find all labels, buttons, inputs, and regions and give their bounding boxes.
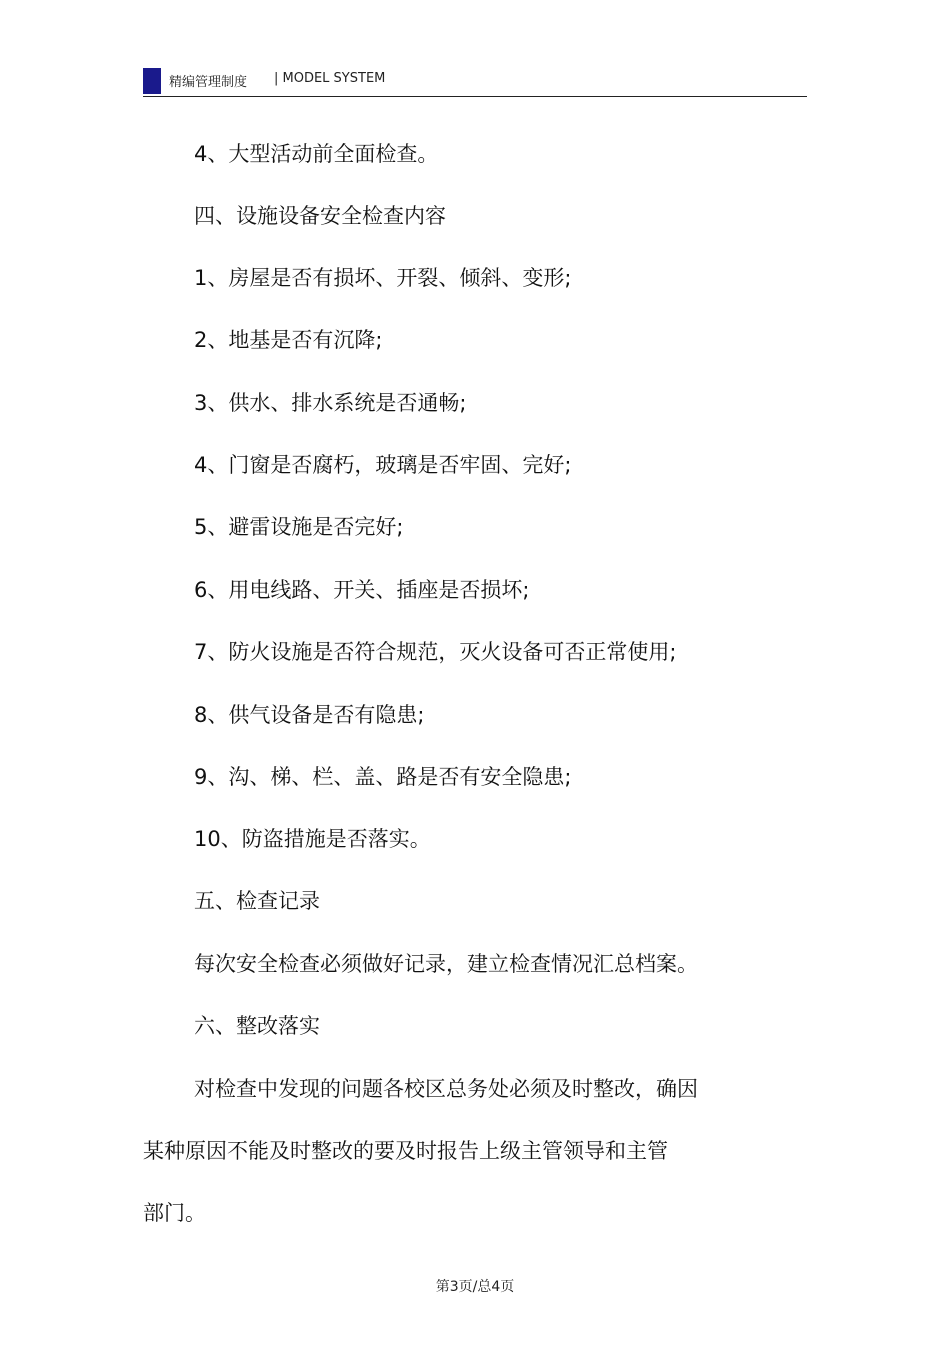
list-item: 5、避雷设施是否完好; [194, 515, 404, 539]
header-title: 精编管理制度 [169, 75, 248, 90]
list-item: 10、防盗措施是否落实。 [194, 827, 431, 851]
body-paragraph: 每次安全检查必须做好记录，建立检查情况汇总档案。 [194, 952, 698, 976]
list-item: 4、门窗是否腐朽，玻璃是否牢固、完好; [194, 453, 572, 477]
list-item: 3、供水、排水系统是否通畅; [194, 391, 467, 415]
list-item: 2、地基是否有沉降; [194, 328, 383, 352]
body-paragraph-line: 部门。 [143, 1201, 206, 1225]
list-item: 7、防火设施是否符合规范，灭火设备可否正常使用; [194, 640, 677, 664]
section-heading: 五、检查记录 [194, 889, 320, 913]
body-paragraph-line: 某种原因不能及时整改的要及时报告上级主管领导和主管 [143, 1139, 668, 1163]
logo-icon [143, 68, 161, 94]
page-number: 第3页/总4页 [435, 1279, 515, 1295]
list-item: 6、用电线路、开关、插座是否损坏; [194, 578, 530, 602]
list-item: 8、供气设备是否有隐患; [194, 703, 425, 727]
list-item: 9、沟、梯、栏、盖、路是否有安全隐患; [194, 765, 572, 789]
list-item: 1、房屋是否有损坏、开裂、倾斜、变形; [194, 266, 572, 290]
page-header [143, 66, 807, 97]
body-paragraph-line: 对检查中发现的问题各校区总务处必须及时整改，确因 [194, 1077, 698, 1101]
section-heading: 四、设施设备安全检查内容 [194, 204, 446, 228]
section-heading: 六、整改落实 [194, 1014, 320, 1038]
header-subtitle: | MODEL SYSTEM [274, 71, 386, 86]
body-line: 4、大型活动前全面检查。 [194, 142, 439, 166]
